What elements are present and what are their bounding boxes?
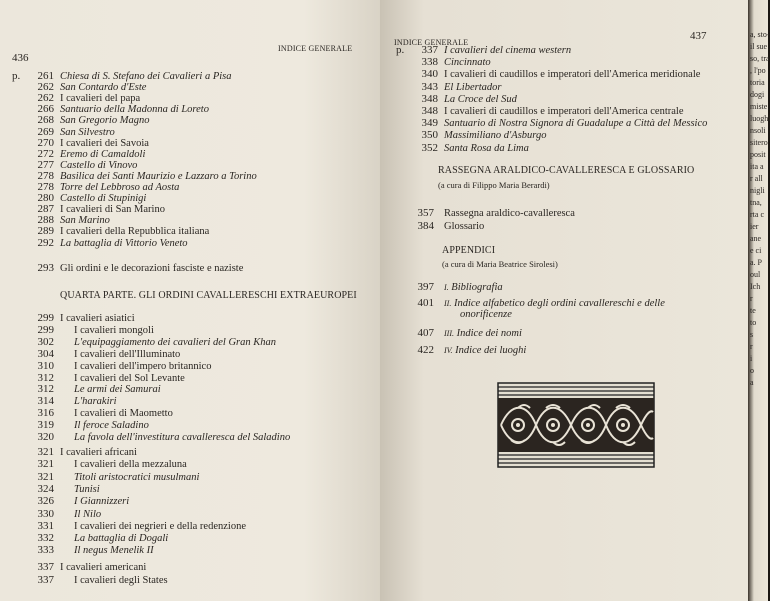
- toc-entry: [396, 44, 571, 56]
- toc-page-number: 277: [37, 158, 54, 171]
- toc-page-number: 422: [417, 344, 434, 356]
- toc-entry-label: La Croce del Sud: [444, 93, 517, 105]
- toc-page-number: 331: [37, 519, 54, 532]
- edge-text-fragment: so, tra: [750, 54, 770, 63]
- toc-page-number: 338: [421, 56, 438, 69]
- toc-entry: [410, 327, 522, 339]
- toc-entry-label: I cavalieri della Repubblica italiana: [60, 226, 210, 238]
- toc-page-number: 321: [37, 458, 54, 471]
- section-title-quarta-parte: QUARTA PARTE. GLI ORDINI CAVALLERESCHI EXTRAEUROPEI: [60, 290, 357, 301]
- edge-text-fragment: luoghi: [750, 114, 770, 123]
- toc-page-number: 280: [37, 192, 54, 205]
- toc-entry: [410, 297, 665, 309]
- edge-text-fragment: Ich: [750, 282, 761, 291]
- toc-page-number: 310: [37, 359, 54, 372]
- toc-page-number: 262: [37, 81, 54, 94]
- edge-text-fragment: rta c: [750, 210, 764, 219]
- toc-page-number: 266: [37, 103, 54, 116]
- page-prefix: p.: [396, 44, 405, 56]
- edge-text-fragment: oul: [750, 270, 761, 279]
- toc-entry-label: Santuario di Nostra Signora di Guadalupe a Città del Messico: [444, 118, 708, 130]
- page-prefix: p.: [12, 70, 21, 82]
- toc-entry: [12, 395, 117, 407]
- toc-entry: [12, 324, 154, 336]
- toc-entry: [12, 532, 168, 544]
- toc-page-number: 343: [421, 80, 438, 93]
- edge-text-fragment: e ci: [750, 246, 762, 255]
- toc-entry: [12, 544, 154, 556]
- toc-page-number: 314: [37, 395, 54, 408]
- roman-numeral: III.: [444, 329, 454, 338]
- edge-text-fragment: , l'po: [750, 66, 766, 75]
- toc-entry-label: I cavalieri di San Marino: [60, 204, 165, 216]
- toc-entry: [12, 348, 180, 360]
- toc-entry: [12, 383, 161, 395]
- toc-entry-label: I cavalieri africani: [60, 447, 137, 458]
- toc-entry-label: Glossario: [444, 221, 485, 232]
- toc-entry-label: Il feroce Saladino: [74, 420, 149, 432]
- edge-text-fragment: nsoli: [750, 126, 766, 135]
- toc-entry-label: Indice dei luoghi: [455, 345, 527, 356]
- toc-entry-label: Titoli aristocratici musulmani: [74, 471, 200, 483]
- toc-entry: [12, 458, 187, 470]
- edge-text-fragment: sitero: [750, 138, 768, 147]
- edge-text-fragment: te: [750, 306, 756, 315]
- edge-text-fragment: a: [750, 378, 754, 387]
- section-title-rassegna: RASSEGNA ARALDICO-CAVALLERESCA E GLOSSARIO: [438, 165, 695, 176]
- toc-entry-label: L'harakiri: [74, 396, 117, 408]
- edge-text-fragment: s: [750, 330, 754, 339]
- toc-page-number: 332: [37, 532, 54, 545]
- edge-page-fragment: [748, 0, 768, 601]
- toc-entry-label: I cavalieri di Maometto: [74, 408, 173, 420]
- toc-page-number: 262: [37, 92, 54, 105]
- toc-page-number: 261: [37, 70, 54, 82]
- toc-entry: [12, 431, 290, 443]
- toc-entry-label: Santuario della Madonna di Loreto: [60, 104, 209, 116]
- toc-page-number: 348: [421, 105, 438, 117]
- toc-page-number: 384: [417, 220, 434, 232]
- toc-entry-label: I cavalieri del cinema western: [444, 45, 572, 56]
- toc-entry-label: Massimiliano d'Asburgo: [444, 130, 547, 142]
- toc-entry-label: I cavalieri del papa: [60, 93, 141, 105]
- edge-text-fragment: ita a: [750, 162, 764, 171]
- toc-entry: [12, 407, 173, 419]
- toc-entry: [12, 372, 185, 384]
- left-page-number: 436: [12, 52, 29, 64]
- toc-entry: [12, 561, 146, 573]
- toc-entry: [396, 105, 684, 117]
- edge-text-fragment: i: [750, 354, 753, 363]
- toc-entry-label: I cavalieri dei negrieri e della redenzione: [74, 520, 246, 532]
- toc-entry-label: Castello di Vinovo: [60, 159, 138, 171]
- toc-page-number: 330: [37, 507, 54, 520]
- toc-entry-label: Indice dei nomi: [456, 328, 522, 339]
- toc-entry: [12, 574, 168, 586]
- toc-entry-label: I cavalieri di caudillos e imperatori dell'America meridionale: [444, 69, 701, 81]
- toc-entry: [12, 471, 199, 483]
- section-subtitle-appendici: (a cura di Maria Beatrice Sirolesi): [442, 259, 558, 269]
- toc-entry: [12, 520, 246, 532]
- toc-page-number: 349: [421, 117, 438, 130]
- toc-entry-label: San Silvestro: [60, 126, 115, 138]
- toc-entry: [396, 93, 517, 105]
- left-running-header: INDICE GENERALE: [278, 44, 353, 53]
- edge-text-fragment: a. P: [750, 258, 762, 267]
- left-page: [0, 0, 380, 601]
- toc-entry-label: Cincinnato: [444, 57, 491, 69]
- toc-entry: [410, 281, 503, 293]
- toc-entry-label: I cavalieri dell'impero britannico: [74, 360, 212, 372]
- toc-page-number: 337: [37, 574, 54, 586]
- toc-page-number: 348: [421, 92, 438, 105]
- toc-page-number: 289: [37, 225, 54, 238]
- edge-text-fragment: miste: [750, 102, 768, 111]
- edge-text-fragment: to: [750, 318, 757, 327]
- toc-page-number: 340: [421, 68, 438, 81]
- edge-text-fragment: a, sto-: [750, 30, 770, 39]
- toc-entry-label: I cavalieri americani: [60, 562, 147, 573]
- toc-page-number: 312: [37, 383, 54, 396]
- toc-entry-label: El Libertador: [444, 81, 502, 93]
- toc-page-number: 321: [37, 446, 54, 458]
- toc-entry-label: Indice alfabetico degli ordini cavallereschi e delle: [453, 298, 665, 309]
- toc-page-number: 304: [37, 347, 54, 360]
- toc-entry: [410, 207, 575, 219]
- toc-page-number: 302: [37, 335, 54, 348]
- right-page-number: 437: [690, 30, 707, 42]
- toc-entry-label: Santa Rosa da Lima: [444, 142, 529, 154]
- edge-text-fragment: il sue: [750, 42, 768, 51]
- toc-page-number: 270: [37, 136, 54, 149]
- toc-page-number: 326: [37, 495, 54, 508]
- toc-entry-label: Le armi dei Samurai: [74, 384, 161, 396]
- roman-numeral: IV.: [444, 346, 453, 355]
- toc-page-number: 337: [37, 561, 54, 573]
- toc-entry-label: La battaglia di Dogali: [74, 533, 169, 545]
- toc-entry: [396, 81, 501, 93]
- edge-text-fragment: dogi: [750, 90, 765, 99]
- toc-entry: [12, 419, 149, 431]
- toc-entry-label: L'equipaggiamento dei cavalieri del Gran Khan: [74, 336, 277, 348]
- toc-entry-label: I cavalieri asiatici: [60, 313, 135, 324]
- toc-entry-label: I cavalieri degli States: [74, 575, 168, 586]
- toc-entry-label: I Giannizzeri: [74, 496, 130, 508]
- toc-entry: [12, 446, 137, 458]
- toc-page-number: 350: [421, 129, 438, 142]
- edge-text-fragment: r: [750, 342, 753, 351]
- toc-page-number: 293: [37, 262, 54, 274]
- toc-entry-label: Il Nilo: [74, 508, 102, 520]
- right-running-header: INDICE GENERALE: [394, 38, 469, 47]
- toc-entry: [12, 336, 276, 348]
- toc-entry: [12, 508, 101, 520]
- toc-page-number: 269: [37, 125, 54, 138]
- edge-text-fragment: posit: [750, 150, 766, 159]
- toc-entry-label: Basilica dei Santi Maurizio e Lazzaro a Torino: [60, 170, 257, 182]
- edge-text-fragment: ane: [750, 234, 762, 243]
- toc-entry-label: San Marino: [60, 215, 110, 227]
- toc-entry-label: Tunisi: [74, 483, 100, 495]
- toc-entry: [12, 237, 188, 249]
- edge-text-fragment: r: [750, 294, 753, 303]
- right-page: [380, 0, 748, 601]
- toc-page-number: 407: [417, 327, 434, 339]
- roman-numeral: I.: [444, 283, 449, 292]
- decorative-ornament-icon: [497, 382, 655, 468]
- toc-page-number: 268: [37, 114, 54, 127]
- toc-page-number: 299: [37, 312, 54, 324]
- edge-text-fragment: nigli: [750, 186, 765, 195]
- toc-page-number: 299: [37, 323, 54, 336]
- toc-entry-label: La favola dell'investitura cavalleresca del Saladino: [74, 432, 291, 443]
- toc-entry: [396, 117, 707, 129]
- toc-entry-label: Gli ordini e le decorazioni fasciste e naziste: [60, 263, 244, 274]
- toc-entry: [396, 129, 547, 141]
- edge-text-fragment: r all: [750, 174, 763, 183]
- toc-entry: [396, 56, 491, 68]
- toc-page-number: 357: [417, 207, 434, 219]
- toc-page-number: 321: [37, 470, 54, 483]
- toc-entry-label: I cavalieri della mezzaluna: [74, 459, 187, 471]
- section-subtitle-rassegna: (a cura di Filippo Maria Berardi): [438, 180, 550, 190]
- edge-text-fragment: tna,: [750, 198, 762, 207]
- toc-entry: [396, 68, 700, 80]
- toc-page-number: 320: [37, 431, 54, 443]
- toc-entry: [410, 344, 526, 356]
- toc-entry: [12, 495, 129, 507]
- toc-entry-label: La battaglia di Vittorio Veneto: [60, 237, 188, 249]
- toc-entry-label: Castello di Stupinigi: [60, 193, 147, 205]
- toc-entry-label: I cavalieri del Sol Levante: [74, 372, 185, 384]
- roman-numeral: II.: [444, 299, 452, 308]
- toc-entry-label: I cavalieri dei Savoia: [60, 137, 149, 149]
- edge-text-fragment: toria: [750, 78, 765, 87]
- toc-entry: [396, 142, 529, 154]
- toc-entry-label: Chiesa di S. Stefano dei Cavalieri a Pisa: [60, 71, 232, 82]
- toc-page-number: 352: [421, 141, 438, 154]
- toc-page-number: 333: [37, 544, 54, 557]
- toc-page-number: 316: [37, 407, 54, 420]
- toc-entry-label: I cavalieri dell'Illuminato: [74, 348, 181, 360]
- edge-text-fragment: ier: [750, 222, 759, 231]
- toc-page-number: 278: [37, 181, 54, 193]
- section-title-appendici: APPENDICI: [442, 245, 496, 256]
- toc-entry: [12, 312, 135, 324]
- toc-page-number: 288: [37, 214, 54, 227]
- toc-entry: [410, 220, 484, 232]
- toc-entry-label: Torre del Lebbroso ad Aosta: [60, 182, 180, 193]
- toc-entry-label: Bibliografia: [451, 282, 503, 293]
- toc-entry-293: [12, 262, 243, 274]
- toc-entry-label: San Contardo d'Este: [60, 82, 147, 94]
- toc-page-number: 397: [417, 281, 434, 293]
- toc-entry-label: I cavalieri mongoli: [74, 324, 154, 336]
- toc-entry: [410, 309, 512, 320]
- toc-entry-label: Eremo di Camaldoli: [60, 148, 146, 160]
- toc-page-number: 278: [37, 169, 54, 182]
- toc-page-number: 272: [37, 147, 54, 160]
- toc-page-number: 337: [421, 44, 438, 56]
- toc-entry-label: I cavalieri di caudillos e imperatori dell'America centrale: [444, 106, 684, 117]
- toc-entry-label: Il negus Menelik II: [74, 545, 154, 557]
- toc-page-number: 292: [37, 236, 54, 249]
- edge-text-fragment: o: [750, 366, 754, 375]
- toc-entry-label: San Gregorio Magno: [60, 115, 150, 127]
- toc-page-number: 401: [417, 297, 434, 309]
- toc-page-number: 312: [37, 371, 54, 384]
- toc-page-number: 319: [37, 419, 54, 432]
- toc-page-number: 324: [37, 482, 54, 495]
- toc-page-number: 287: [37, 203, 54, 216]
- toc-entry: [12, 360, 211, 372]
- toc-entry-label: Rassegna araldico-cavalleresca: [444, 208, 575, 219]
- toc-entry: [12, 483, 100, 495]
- toc-entry-label: onorificenze: [460, 309, 512, 320]
